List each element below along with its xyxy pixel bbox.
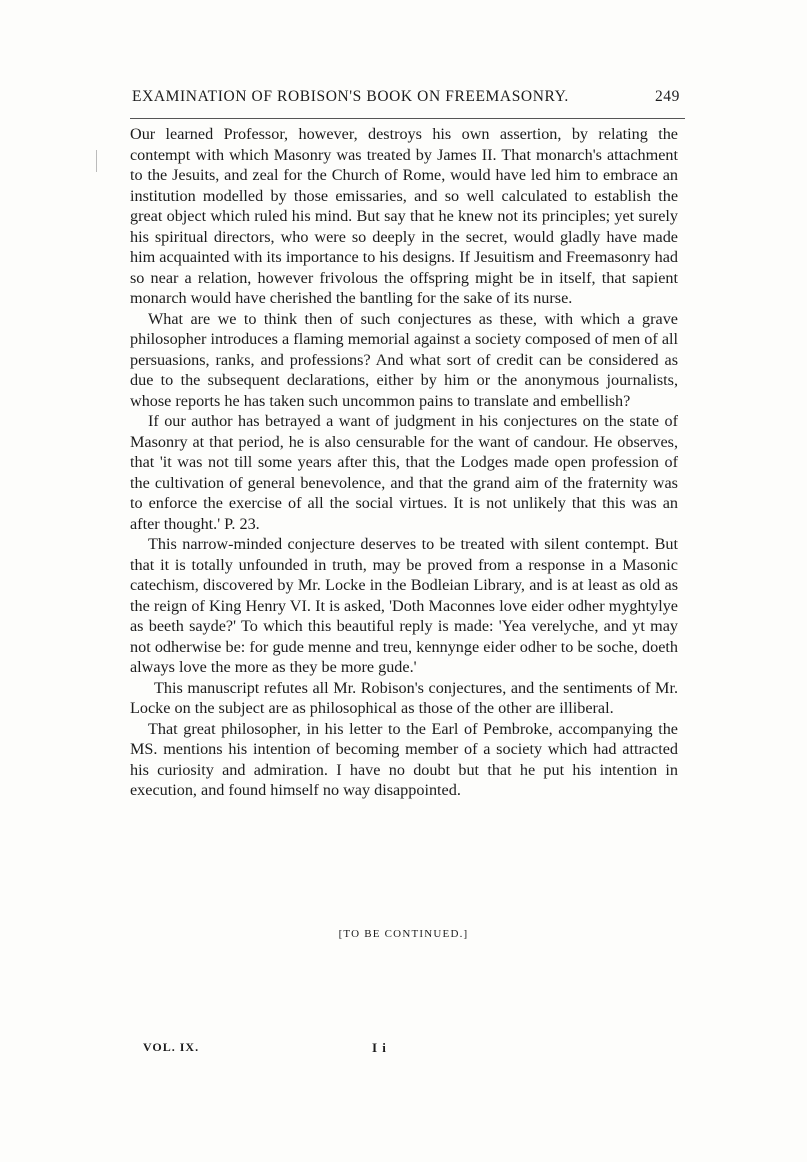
running-header bbox=[132, 88, 680, 106]
running-title: EXAMINATION OF ROBISON'S BOOK ON FREEMASONRY. bbox=[132, 88, 569, 105]
page-number: 249 bbox=[654, 88, 680, 105]
paragraph: If our author has betrayed a want of judgment in his conjectures on the state of Masonry at that period, he is also censurable for the want of candour. He observes, that 'it was not till some years after this, that the Lodges made open profession of the cultivation of general benevolence, and that the grand aim of the fraternity was to enforce the exercise of all the social virtues. It is not unlikely that this was an after thought.' P. 23. bbox=[130, 412, 678, 533]
volume-label: VOL. IX. bbox=[143, 1040, 200, 1054]
signature-mark: I i bbox=[372, 1040, 387, 1055]
paragraph: This narrow-minded conjecture deserves to be treated with silent contempt. But that it is totally unfounded in truth, may be proved from a response in a Masonic catechism, discovered by Mr. Locke in the Bodleian Library, and is at least as old as the reign of King Henry VI. It is asked, 'Doth Maconnes love eider odher myghtylye as beeth sayde?' To which this beautiful reply is made: 'Yea verelyche, and yt may not odherwise be: for gude menne and treu, kennynge eider odher to be soche, doeth always love the more as they be more gude.' bbox=[130, 535, 678, 676]
header-rule bbox=[130, 118, 685, 119]
article-body bbox=[130, 124, 678, 801]
paragraph: This manuscript refutes all Mr. Robison's conjectures, and the sentiments of Mr. Locke on the subject are as philosophical as those of the other are illiberal. bbox=[130, 678, 678, 717]
continued-note: [TO BE CONTINUED.] bbox=[338, 928, 469, 940]
paragraph: Our learned Professor, however, destroys his own assertion, by relating the contempt with which Masonry was treated by James II. That monarch's attachment to the Jesuits, and zeal for the Church of Rome, would have led him to embrace an institution modelled by those emissaries, and so well calculated to establish the great object which ruled his mind. But say that he knew not its principles; yet surely his spiritual directors, who were so deeply in the secret, would gladly have made him acquainted with its importance to his designs. If Jesuitism and Freemasonry had so near a relation, however frivolous the offspring might be in itself, that sapient monarch would have cherished the bantling for the sake of its nurse. bbox=[130, 125, 678, 307]
paragraph: That great philosopher, in his letter to the Earl of Pembroke, accompanying the MS. mentions his intention of becoming member of a society which had attracted his curiosity and admiration. I have no doubt but that he put his intention in execution, and found himself no way disappointed. bbox=[130, 719, 678, 799]
paragraph: What are we to think then of such conjectures as these, with which a grave philosopher introduces a flaming memorial against a society composed of men of all persuasions, ranks, and professions? And what sort of credit can be considered as due to the subsequent declarations, either by him or the anonymous journalists, whose reports he has taken such uncommon pains to translate and embellish? bbox=[130, 309, 678, 410]
margin-mark bbox=[96, 150, 97, 172]
